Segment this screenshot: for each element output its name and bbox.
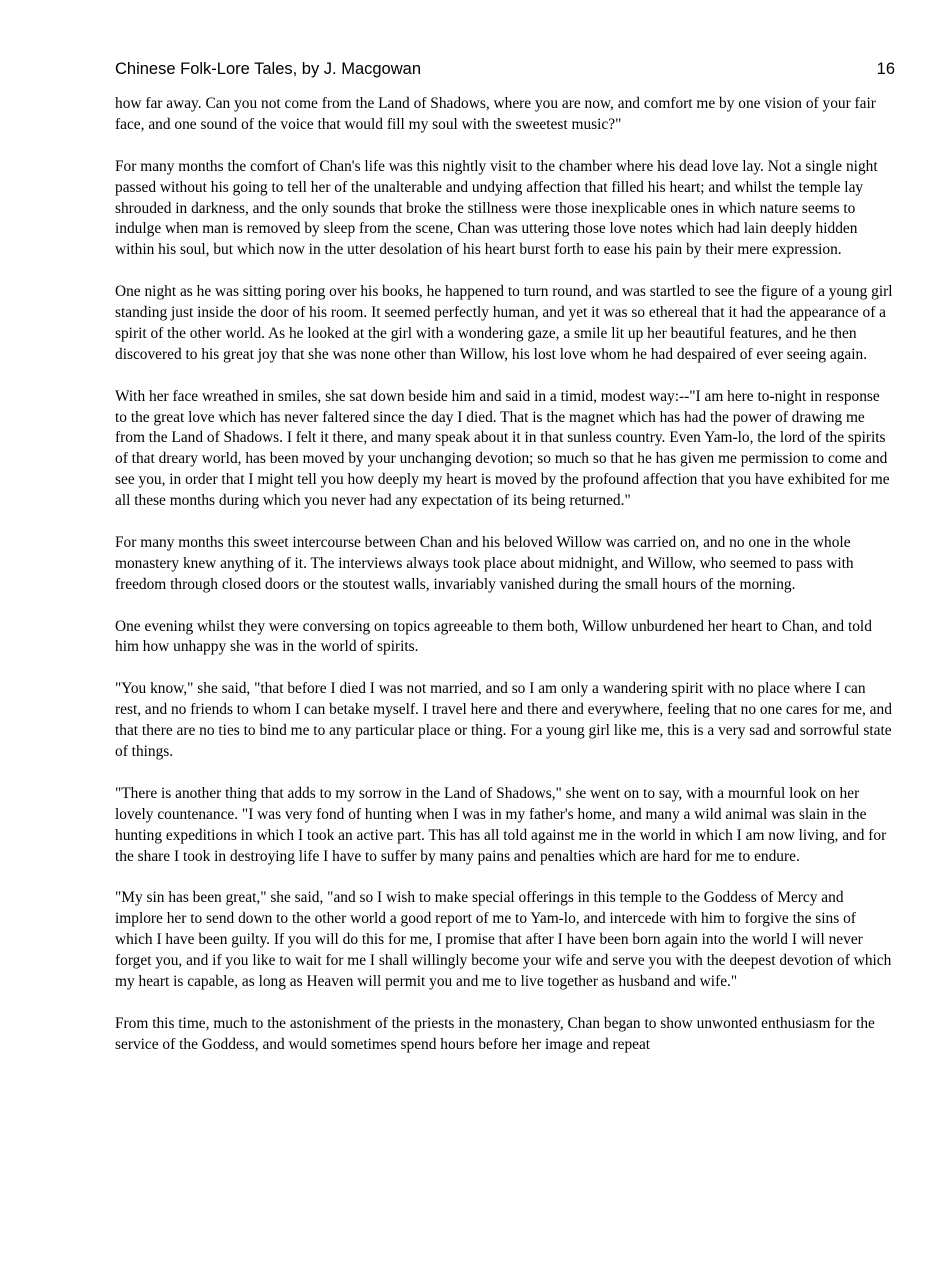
paragraph: For many months the comfort of Chan's life was this nightly visit to the chamber where his dead love lay. Not a single night passed without his going to tell her of the unalterable and undying affection that filled his heart; and whilst the temple lay shrouded in darkness, and the only sounds that broke the stillness were those inexplicable ones in which nature seems to indulge when man is removed by sleep from the scene, Chan was uttering those love notes which had lain deeply hidden within his soul, but which now in the utter desolation of his heart burst forth to ease his pain by their mere expression. [115, 157, 878, 259]
paragraph: how far away. Can you not come from the Land of Shadows, where you are now, and comfort me by one vision of your fair face, and one sound of the voice that would fill my soul with the sweetest music?" [115, 95, 876, 133]
page-number: 16 [876, 60, 895, 78]
book-title: Chinese Folk-Lore Tales, by J. Macgowan [115, 60, 422, 78]
paragraph: "There is another thing that adds to my sorrow in the Land of Shadows," she went on to say, with a mournful look on her lovely countenance. "I was very fond of hunting when I was in my father's home, and many a wild animal was slain in the hunting expeditions in which I took an active part. This has all told against me in the world in which I am now living, and for the share I took in destroying life I have to suffer by many pains and penalties which are hard for me to endure. [115, 784, 887, 865]
document-page [115, 58, 895, 1056]
paragraph: With her face wreathed in smiles, she sat down beside him and said in a timid, modest way:--"I am here to-night in response to the great love which has never faltered since the day I died. That is the magnet which has had the power of drawing me from the Land of Shadows. I felt it there, and many speak about it in that sunless country. Even Yam-lo, the lord of the spirits of that dreary world, has been moved by your unchanging devotion; so much so that he has given me permission to come and see you, in order that I might tell you how deeply my heart is moved by the profound affection that you have exhibited for me all these months during which you never had any expectation of its being returned." [115, 387, 890, 510]
paragraph: One night as he was sitting poring over his books, he happened to turn round, and was startled to see the figure of a young girl standing just inside the door of his room. It seemed perfectly human, and yet it was so ethereal that it had the appearance of a spirit of the other world. As he looked at the girl with a wondering gaze, a smile lit up her beautiful features, and he then discovered to his great joy that she was none other than Willow, his lost love whom he had despaired of ever seeing again. [115, 283, 893, 363]
running-header [115, 58, 895, 80]
paragraph: For many months this sweet intercourse between Chan and his beloved Willow was carried on, and no one in the whole monastery knew anything of it. The interviews always took place about midnight, and Willow, who seemed to pass with freedom through closed doors or the stoutest walls, invariably vanished during the small hours of the morning. [115, 533, 854, 593]
paragraph: "My sin has been great," she said, "and so I wish to make special offerings in this temple to the Goddess of Mercy and implore her to send down to the other world a good report of me to Yam-lo, and intercede with him to forgive the sins of which I have been guilty. If you will do this for me, I promise that after I have been born again into the world I will never forget you, and if you like to wait for me I shall willingly become your wife and serve you with the deepest devotion of which my heart is capable, as long as Heaven will permit you and me to live together as husband and wife." [115, 889, 892, 990]
body-text [115, 94, 895, 1056]
paragraph: One evening whilst they were conversing on topics agreeable to them both, Willow unburdened her heart to Chan, and told him how unhappy she was in the world of spirits. [115, 617, 872, 656]
paragraph: "You know," she said, "that before I died I was not married, and so I am only a wandering spirit with no place where I can rest, and no friends to whom I can betake myself. I travel here and there and everywhere, feeling that no one cares for me, and that there are no ties to bind me to any particular place or thing. For a young girl like me, this is a very sad and sorrowful state of things. [115, 680, 892, 760]
paragraph: From this time, much to the astonishment of the priests in the monastery, Chan began to show unwonted enthusiasm for the service of the Goddess, and would sometimes spend hours before her image and repeat [115, 1014, 875, 1053]
